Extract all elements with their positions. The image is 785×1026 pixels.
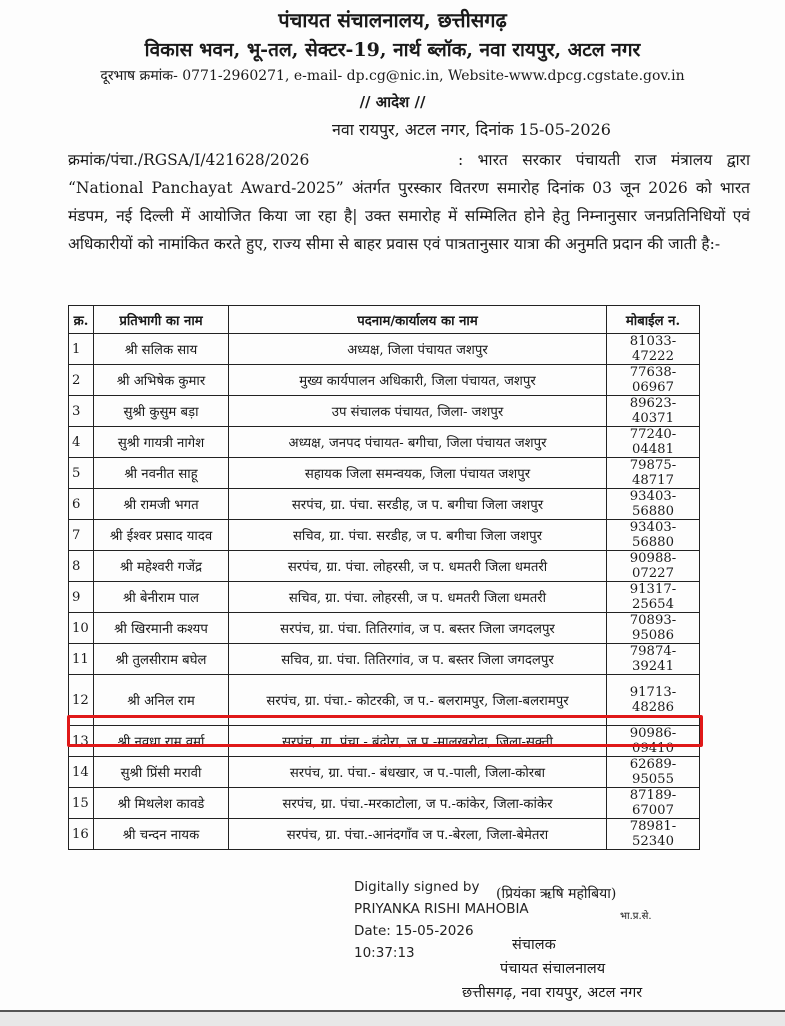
signatory-designation: संचालक [512, 937, 556, 953]
cell-mobile: 93403-56880 [607, 520, 700, 551]
col-header-designation: पदनाम/कार्यालय का नाम [229, 306, 607, 334]
cell-designation: सहायक जिला समन्वयक, जिला पंचायत जशपुर [229, 458, 607, 489]
cell-mobile: 90988-07227 [607, 551, 700, 582]
cell-serial: 16 [69, 819, 94, 850]
table-row [69, 365, 700, 396]
cell-designation: सचिव, ग्रा. पंचा. लोहरसी, ज प. धमतरी जिला धमतरी [229, 582, 607, 613]
cell-name: श्री रामजी भगत [94, 489, 229, 520]
cell-serial: 9 [69, 582, 94, 613]
cell-name: श्री बेनीराम पाल [94, 582, 229, 613]
cell-name: श्री चन्दन नायक [94, 819, 229, 850]
cell-designation: उप संचालक पंचायत, जिला- जशपुर [229, 396, 607, 427]
cell-serial: 3 [69, 396, 94, 427]
order-body [68, 146, 750, 258]
table-row [69, 582, 700, 613]
digital-signature-date: Date: 15-05-2026 [354, 923, 474, 939]
cell-designation: मुख्य कार्यपालन अधिकारी, जिला पंचायत, जशपुर [229, 365, 607, 396]
digital-signature-time: 10:37:13 [354, 945, 415, 961]
cell-serial: 15 [69, 788, 94, 819]
signatory-name: (प्रियंका ऋषि महोबिया) [496, 886, 617, 902]
cell-mobile: 77240-04481 [607, 427, 700, 458]
cell-designation: सरपंच, ग्रा. पंचा.- बंदोरा, ज प.-मालखरोदा, जिला-सक्ती [229, 726, 607, 757]
cell-serial: 8 [69, 551, 94, 582]
cell-name: श्री महेश्वरी गजेंद्र [94, 551, 229, 582]
cell-designation: सचिव, ग्रा. पंचा. तितिरगांव, ज प. बस्तर जिला जगदलपुर [229, 644, 607, 675]
cell-serial: 14 [69, 757, 94, 788]
cell-serial: 12 [69, 675, 94, 726]
cell-designation: सचिव, ग्रा. पंचा. सरडीह, ज प. बगीचा जिला जशपुर [229, 520, 607, 551]
header-contact-line: दूरभाष क्रमांक- 0771-2960271, e-mail- dp.cg@nic.in, Website-www.dpcg.cgstate.gov.in [100, 68, 685, 84]
signatory-location: छत्तीसगढ़, नवा रायपुर, अटल नगर [462, 985, 643, 1001]
cell-designation: सरपंच, ग्रा. पंचा.-आनंदगाँव ज प.-बेरला, जिला-बेमेतरा [229, 819, 607, 850]
table-row [69, 613, 700, 644]
cell-name: श्री नवधा राम वर्मा [94, 726, 229, 757]
order-heading: // आदेश // [359, 93, 426, 111]
cell-mobile: 93403-56880 [607, 489, 700, 520]
table-row [69, 489, 700, 520]
col-header-serial: क्र. [69, 306, 94, 334]
cell-mobile: 77638-06967 [607, 365, 700, 396]
cell-designation: सरपंच, ग्रा. पंचा.- कोटरकी, ज प.- बलरामपुर, जिला-बलरामपुर [229, 675, 607, 726]
cell-name: श्री अनिल राम [94, 675, 229, 726]
reference-number: क्रमांक/पंचा./RGSA/I/421628/2026 [68, 151, 310, 169]
header-line-2: विकास भवन, भू-तल, सेक्टर-19, नार्थ ब्लॉक, नवा रायपुर, अटल नगर [144, 39, 641, 61]
cell-designation: सरपंच, ग्रा. पंचा. तितिरगांव, ज प. बस्तर जिला जगदलपुर [229, 613, 607, 644]
table-row [69, 427, 700, 458]
row-13-highlight-box [67, 715, 703, 747]
cell-serial: 11 [69, 644, 94, 675]
cell-serial: 2 [69, 365, 94, 396]
cell-name: श्री अभिषेक कुमार [94, 365, 229, 396]
cell-name: श्री खिरमानी कश्यप [94, 613, 229, 644]
cell-mobile: 81033-47222 [607, 334, 700, 365]
order-body-text: : भारत सरकार पंचायती राज मंत्रालय द्वारा “National Panchayat Award-2025” अंतर्गत पुरस्कार वितरण समारोह दिनांक 03 जून 2026 को भारत मंडपम, नई दिल्ली में आयोजित किया जा रहा है| उक्त समारोह में सम्मिलित होने हेतु निम्नानुसार जनप्रतिनिधियों एवं अधिकारीयों को नामांकित करते हुए, राज्य सीमा से बाहर प्रवास एवं पात्रतानुसार यात्रा की अनुमति प्रदान की जाती है:- [68, 151, 750, 253]
header-line-1: पंचायत संचालनालय, छत्तीसगढ़ [278, 8, 507, 32]
table-header-row [69, 306, 700, 334]
cell-mobile: 91713-48286 [607, 675, 700, 726]
table-row [69, 644, 700, 675]
participants-table [68, 305, 700, 850]
col-header-mobile: मोबाईल न. [607, 306, 700, 334]
cell-name: श्री मिथलेश कावडे [94, 788, 229, 819]
table-row [69, 757, 700, 788]
cell-mobile: 89623-40371 [607, 396, 700, 427]
cell-name: श्री तुलसीराम बघेल [94, 644, 229, 675]
cell-designation: सरपंच, ग्रा. पंचा.-मरकाटोला, ज प.-कांकेर, जिला-कांकेर [229, 788, 607, 819]
cell-serial: 13 [69, 726, 94, 757]
cell-mobile: 91317-25654 [607, 582, 700, 613]
cell-name: श्री सलिक साय [94, 334, 229, 365]
cell-mobile: 79875-48717 [607, 458, 700, 489]
cell-serial: 6 [69, 489, 94, 520]
cell-designation: सरपंच, ग्रा. पंचा. लोहरसी, ज प. धमतरी जिला धमतरी [229, 551, 607, 582]
cell-mobile: 78981-52340 [607, 819, 700, 850]
signatory-service: भा.प्र.से. [620, 911, 652, 922]
table-row [69, 819, 700, 850]
cell-serial: 10 [69, 613, 94, 644]
cell-designation: अध्यक्ष, जिला पंचायत जशपुर [229, 334, 607, 365]
cell-mobile: 90986-09410 [607, 726, 700, 757]
table-row [69, 396, 700, 427]
table-row [69, 458, 700, 489]
cell-name: श्री ईश्वर प्रसाद यादव [94, 520, 229, 551]
digital-signature-line-1: Digitally signed by [354, 879, 480, 895]
cell-serial: 1 [69, 334, 94, 365]
cell-designation: सरपंच, ग्रा. पंचा. सरडीह, ज प. बगीचा जिला जशपुर [229, 489, 607, 520]
signatory-office: पंचायत संचालनालय [500, 961, 606, 977]
col-header-name: प्रतिभागी का नाम [94, 306, 229, 334]
cell-designation: अध्यक्ष, जनपद पंचायत- बगीचा, जिला पंचायत जशपुर [229, 427, 607, 458]
table-row [69, 520, 700, 551]
table-row [69, 334, 700, 365]
cell-serial: 5 [69, 458, 94, 489]
table-row [69, 551, 700, 582]
table-row [69, 788, 700, 819]
cell-mobile: 79874-39241 [607, 644, 700, 675]
cell-name: सुश्री कुसुम बड़ा [94, 396, 229, 427]
cell-mobile: 62689-95055 [607, 757, 700, 788]
order-date: नवा रायपुर, अटल नगर, दिनांक 15-05-2026 [332, 120, 611, 139]
cell-serial: 4 [69, 427, 94, 458]
cell-designation: सरपंच, ग्रा. पंचा.- बंधखार, ज प.-पाली, जिला-कोरबा [229, 757, 607, 788]
digital-signature-name: PRIYANKA RISHI MAHOBIA [354, 901, 529, 917]
cell-name: सुश्री प्रिंसी मरावी [94, 757, 229, 788]
cell-name: श्री नवनीत साहू [94, 458, 229, 489]
cell-mobile: 70893-95086 [607, 613, 700, 644]
cell-mobile: 87189-67007 [607, 788, 700, 819]
cell-serial: 7 [69, 520, 94, 551]
cell-name: सुश्री गायत्री नागेश [94, 427, 229, 458]
